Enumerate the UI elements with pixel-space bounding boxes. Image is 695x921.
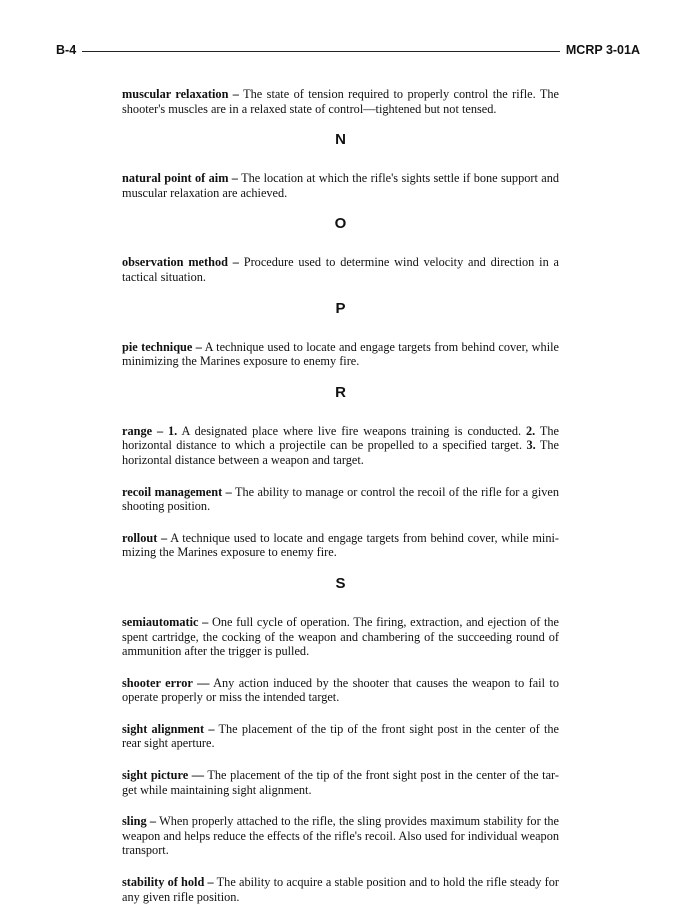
glossary-definition: Any action induced by the shooter that causes the weapon to fail to operate properly or miss the intended target. <box>122 675 559 705</box>
document-id: MCRP 3-01A <box>565 43 640 57</box>
glossary-entry-shooter-error <box>122 676 559 705</box>
section-letter-p: P <box>335 299 346 317</box>
glossary-definition: The placement of the tip of the front sight post in the center of the tar-get while maintaining sight alignment. <box>122 768 559 797</box>
glossary-content <box>122 87 559 921</box>
glossary-definition: A technique used to locate and engage targets from behind cover, while minimizing the Marines exposure to enemy fire. <box>122 339 559 369</box>
glossary-definition: Procedure used to determine wind velocity and direction in a tactical situation. <box>122 255 560 284</box>
glossary-term: semiautomatic – <box>122 614 209 629</box>
glossary-definition-2: The horizontal distance to which a projectile can be propelled to a specified target. <box>122 423 560 453</box>
glossary-term: range – <box>122 423 164 438</box>
glossary-entry-observation-method <box>122 255 559 284</box>
glossary-term: sling – <box>122 814 157 829</box>
glossary-term: stability of hold – <box>122 875 214 890</box>
glossary-definition-1: A designated place where live fire weapons training is conducted. <box>177 423 522 438</box>
section-letter-n: N <box>335 131 346 149</box>
glossary-term: recoil management – <box>122 484 232 499</box>
glossary-entry-muscular-relaxation <box>122 87 559 116</box>
glossary-term: shooter error — <box>122 675 210 690</box>
glossary-entry-pie-technique <box>122 340 559 369</box>
glossary-term: rollout – <box>122 530 168 545</box>
glossary-definition: When properly attached to the rifle, the sling provides maximum stability for the weapon and helps reduce the effects of the rifle's recoil. Also used for individual weapon transport. <box>122 814 559 858</box>
glossary-definition: The ability to manage or control the recoil of the rifle for a given shooting position. <box>122 484 559 514</box>
glossary-definition: One full cycle of operation. The firing, extraction, and ejection of the spent cartridge, the cocking of the weapon and chambering of the succeeding round of ammunition after the trigger is pulled. <box>122 614 559 659</box>
glossary-term: sight picture — <box>122 768 205 783</box>
glossary-term: sight alignment – <box>122 721 215 736</box>
glossary-definition: The state of tension required to properly control the rifle. The shooter's muscles are in a relaxed state of control—tightened but not tensed. <box>122 87 559 116</box>
glossary-entry-sling <box>122 814 559 858</box>
header-rule <box>82 51 560 52</box>
glossary-entry-rollout <box>122 531 559 560</box>
glossary-term: natural point of aim – <box>122 171 238 186</box>
section-letter-r: R <box>335 383 346 401</box>
section-letter-o: O <box>334 215 347 233</box>
glossary-entry-sight-picture <box>122 768 559 797</box>
glossary-definition: The placement of the tip of the front sight post in the center of the rear sight aperture. <box>122 721 560 751</box>
glossary-entry-natural-point-of-aim <box>122 171 559 200</box>
glossary-entry-range <box>122 424 559 468</box>
definition-number-1: 1. <box>163 423 178 438</box>
definition-number-2: 2. <box>521 423 536 438</box>
glossary-entry-recoil-management <box>122 485 559 514</box>
glossary-definition: The ability to acquire a stable position and to hold the rifle steady for any given rifle position. <box>122 875 559 904</box>
section-letter-s: S <box>335 574 346 592</box>
glossary-entry-semiautomatic <box>122 615 559 659</box>
glossary-entry-stability-of-hold <box>122 875 559 904</box>
glossary-entry-sight-alignment <box>122 722 559 751</box>
glossary-definition: The location at which the rifle's sights settle if bone support and muscular relaxation are achieved. <box>122 171 559 200</box>
page-number: B-4 <box>56 43 77 57</box>
page-header <box>56 42 640 58</box>
glossary-term: muscular relaxation – <box>122 87 239 101</box>
glossary-term: observation method – <box>122 255 239 270</box>
glossary-definition: A technique used to locate and engage targets from behind cover, while mini-mizing the Marines exposure to enemy fire. <box>122 530 559 560</box>
glossary-definition-3: The horizontal distance between a weapon and target. <box>122 438 559 467</box>
definition-number-3: 3. <box>522 438 536 453</box>
glossary-term: pie technique – <box>122 339 202 354</box>
